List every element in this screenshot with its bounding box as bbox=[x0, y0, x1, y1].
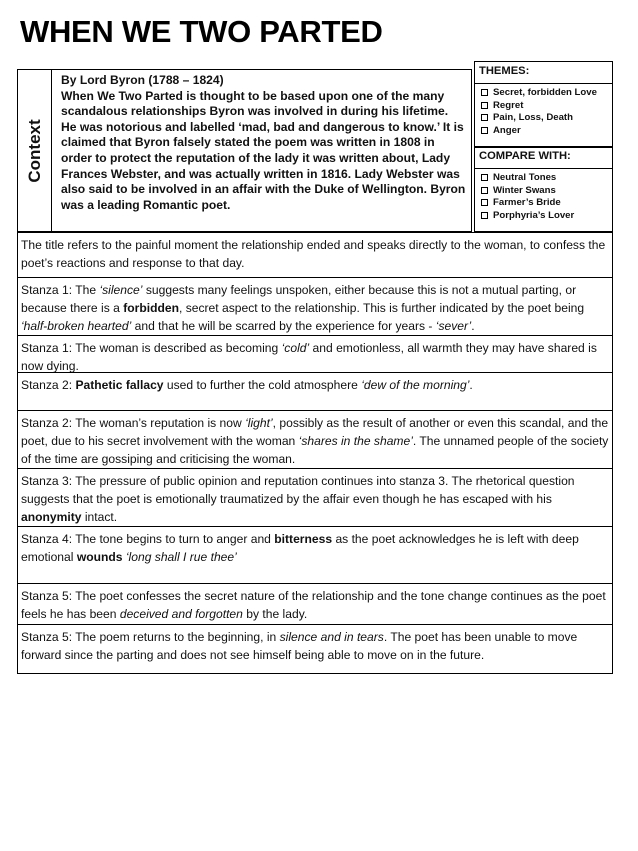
row-text: Stanza 1: The bbox=[21, 283, 100, 297]
themes-item-label: Secret, forbidden Love bbox=[493, 87, 597, 98]
row-text: , secret aspect to the relationship. This is further indicated by the poet being bbox=[178, 300, 585, 315]
analysis-row bbox=[17, 278, 613, 336]
analysis-table bbox=[17, 232, 613, 674]
compare-heading: COMPARE WITH: bbox=[475, 147, 612, 169]
row-text: ‘half-broken hearted’ bbox=[21, 318, 132, 333]
compare-item bbox=[481, 172, 608, 185]
analysis-row bbox=[17, 336, 613, 373]
context-text bbox=[61, 73, 466, 213]
compare-list bbox=[475, 169, 612, 225]
themes-item bbox=[481, 112, 608, 125]
context-box bbox=[17, 69, 472, 232]
analysis-row bbox=[17, 373, 613, 411]
row-text: by the lady. bbox=[242, 606, 308, 621]
row-text: bitterness bbox=[274, 532, 333, 546]
row-text: . The poet has been unable to move forward since the parting and does not see himself being able to move on in the future. bbox=[21, 630, 578, 662]
compare-item-label: Winter Swans bbox=[493, 184, 556, 196]
analysis-row bbox=[17, 584, 613, 625]
row-text: wounds bbox=[76, 549, 123, 564]
checkbox-icon bbox=[481, 187, 488, 194]
compare-item-label: Farmer’s Bride bbox=[493, 197, 561, 209]
analysis-row bbox=[17, 625, 613, 674]
compare-item-label: Porphyria’s Lover bbox=[493, 209, 575, 221]
row-text: ‘silence’ bbox=[99, 283, 143, 297]
context-label-box bbox=[18, 70, 52, 231]
row-text: and emotionless, all warmth they may have shared is now dying. bbox=[21, 341, 597, 373]
themes-heading: THEMES: bbox=[475, 62, 612, 84]
checkbox-icon bbox=[481, 212, 488, 219]
row-text: ‘dew of the morning’ bbox=[361, 378, 470, 392]
compare-item bbox=[481, 197, 608, 210]
compare-item bbox=[481, 210, 608, 223]
checkbox-icon bbox=[481, 199, 488, 206]
row-text: deceived and forgotten bbox=[119, 606, 243, 621]
row-text: used to further the cold atmosphere bbox=[163, 378, 362, 392]
row-text: Stanza 5: The poet confesses the secret nature of the relationship and the tone change continues as the poet feels he has been bbox=[21, 589, 606, 621]
row-text: anonymity bbox=[21, 509, 82, 524]
checkbox-icon bbox=[481, 89, 488, 96]
row-text: as the poet acknowledges he is left with deep emotional bbox=[21, 532, 579, 564]
row-text: Stanza 3: The pressure of public opinion and reputation continues into stanza 3. The rhetorical question suggests that the poet is emotionally traumatized by the affair even though he has escaped with his bbox=[21, 474, 575, 506]
row-text: Pathetic fallacy bbox=[75, 378, 164, 392]
page-title: WHEN WE TWO PARTED bbox=[20, 14, 383, 49]
row-text: suggests many feelings unspoken, either because this is not a mutual parting, or because there is a bbox=[21, 283, 577, 315]
row-text: ‘light’ bbox=[245, 416, 273, 430]
row-text: The title refers to the painful moment the relationship ended and speaks directly to the woman, to confess the poet’s reactions and response to that day. bbox=[21, 238, 606, 270]
row-text: Stanza 5: The poem returns to the beginning, in bbox=[21, 630, 280, 644]
context-paragraph: When We Two Parted is thought to be based upon one of the many scandalous relationships Byron was involved in during his lifetime. He was notorious and labelled ‘mad, bad and dangerous to know.’ It is claimed that Byron falsely stated the poem was written in 1808 in order to protect the reputation of the lady it was written about, Lady Frances Webster, and was actually written in 1816. Lady Webster was also said to be involved in an affair with the Duke of Wellington. Byron was a leading Romantic poet. bbox=[61, 88, 466, 212]
analysis-row bbox=[17, 411, 613, 469]
row-text: Stanza 2: The woman’s reputation is now bbox=[21, 416, 246, 430]
row-text: , possibly as the result of another or even this scandal, and the poet, due to his secret involvement with the woman bbox=[21, 416, 609, 448]
checkbox-icon bbox=[481, 174, 488, 181]
analysis-row bbox=[17, 469, 613, 527]
row-text: and that he will be scarred by the experience for years - bbox=[131, 318, 436, 333]
row-text: ‘cold’ bbox=[281, 341, 310, 355]
checkbox-icon bbox=[481, 102, 488, 109]
context-label: Context bbox=[24, 118, 44, 183]
themes-item bbox=[481, 125, 608, 138]
row-text: Stanza 4: The tone begins to turn to anger and bbox=[21, 532, 275, 546]
compare-item bbox=[481, 185, 608, 198]
themes-item bbox=[481, 100, 608, 113]
row-text: ‘sever’ bbox=[435, 318, 472, 333]
themes-list bbox=[475, 84, 612, 140]
row-text: Stanza 2: bbox=[21, 378, 76, 392]
checkbox-icon bbox=[481, 114, 488, 121]
row-text: intact. bbox=[81, 509, 118, 524]
analysis-row bbox=[17, 232, 613, 278]
themes-item bbox=[481, 87, 608, 100]
themes-item-label: Anger bbox=[493, 124, 521, 136]
row-text: silence and in tears bbox=[279, 630, 384, 644]
row-text: . bbox=[471, 318, 475, 333]
themes-item-label: Regret bbox=[493, 99, 524, 111]
themes-item-label: Pain, Loss, Death bbox=[493, 112, 573, 124]
compare-box bbox=[474, 146, 613, 232]
checkbox-icon bbox=[481, 127, 488, 134]
context-byline: By Lord Byron (1788 – 1824) bbox=[61, 73, 224, 87]
row-text: forbidden bbox=[123, 300, 179, 315]
row-text: Stanza 1: The woman is described as becoming bbox=[21, 341, 282, 355]
compare-item-label: Neutral Tones bbox=[493, 172, 557, 183]
row-text: ‘shares in the shame’ bbox=[298, 433, 413, 448]
analysis-row bbox=[17, 527, 613, 584]
themes-box bbox=[474, 61, 613, 148]
row-text: ‘long shall I rue thee’ bbox=[125, 549, 237, 564]
row-text: . The unnamed people of the society of the time are gossiping and criticising the woman. bbox=[21, 433, 609, 466]
row-text: . bbox=[469, 378, 473, 392]
